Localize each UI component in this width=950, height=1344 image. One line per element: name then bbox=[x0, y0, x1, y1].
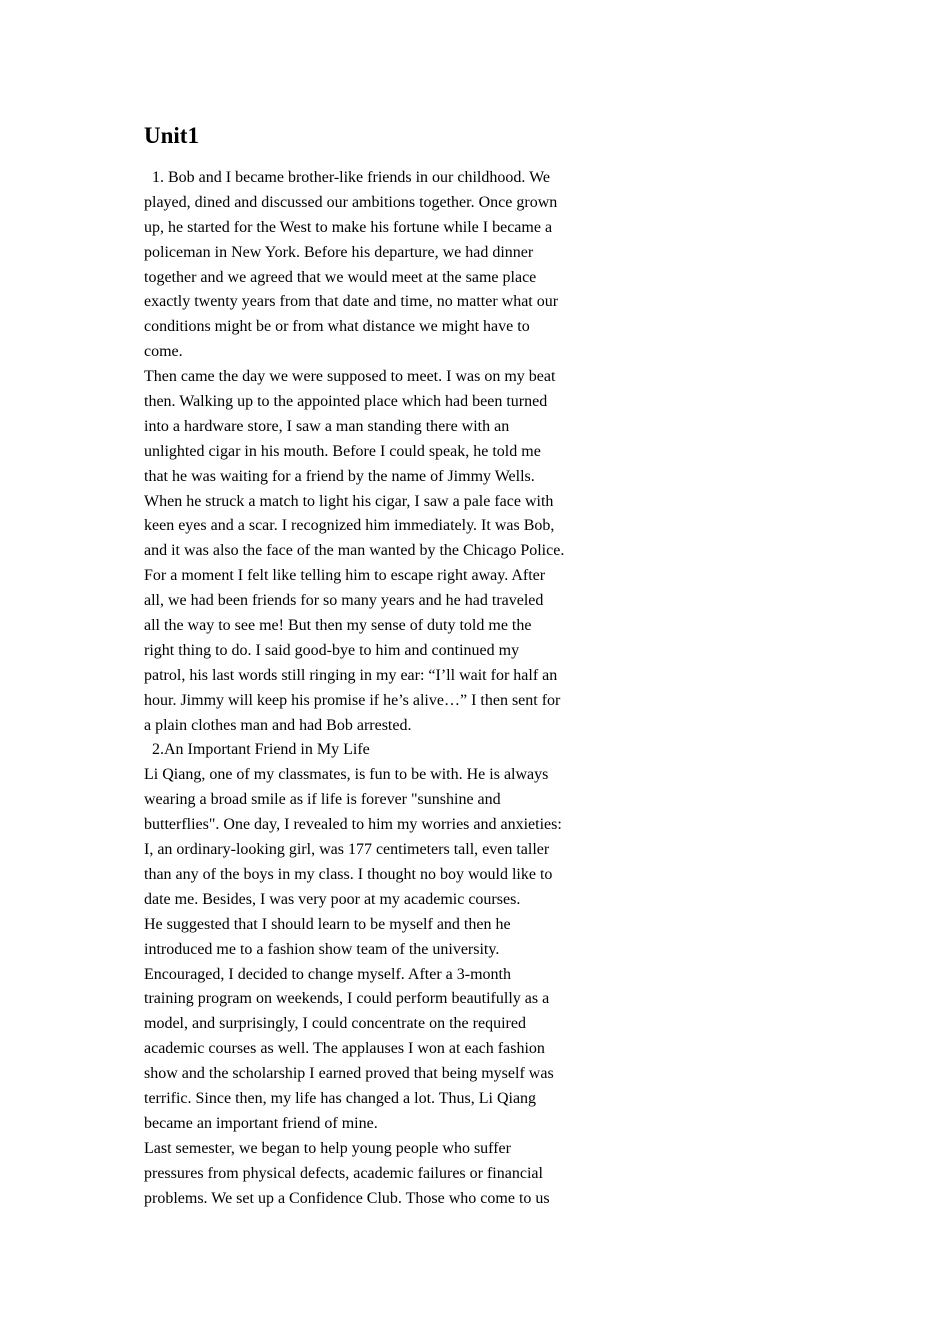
text-line: 2.An Important Friend in My Life bbox=[144, 741, 370, 759]
text-line: wearing a broad smile as if life is forever "sunshine and bbox=[144, 791, 501, 809]
text-line: into a hardware store, I saw a man standing there with an bbox=[144, 417, 510, 435]
text-line: conditions might be or from what distance we might have to bbox=[144, 318, 530, 336]
document-body bbox=[144, 166, 594, 1211]
text-line: then. Walking up to the appointed place which had been turned bbox=[144, 393, 548, 411]
text-line: For a moment I felt like telling him to escape right away. After bbox=[144, 567, 546, 585]
text-line: up, he started for the West to make his fortune while I became a bbox=[144, 218, 553, 236]
unit-heading: Unit1 bbox=[144, 123, 199, 148]
text-line: He suggested that I should learn to be myself and then he bbox=[144, 915, 511, 933]
text-line: show and the scholarship I earned proved that being myself was bbox=[144, 1065, 554, 1083]
text-line: When he struck a match to light his cigar, I saw a pale face with bbox=[144, 492, 554, 510]
text-line: exactly twenty years from that date and time, no matter what our bbox=[144, 293, 559, 311]
text-line: come. bbox=[144, 343, 183, 361]
text-line: problems. We set up a Confidence Club. Those who come to us bbox=[144, 1189, 550, 1207]
text-line: that he was waiting for a friend by the name of Jimmy Wells. bbox=[144, 467, 535, 485]
text-line: and it was also the face of the man wanted by the Chicago Police. bbox=[144, 542, 565, 560]
text-line: Li Qiang, one of my classmates, is fun to be with. He is always bbox=[144, 766, 549, 784]
text-line: became an important friend of mine. bbox=[144, 1114, 378, 1132]
text-line: 1. Bob and I became brother-like friends in our childhood. We bbox=[144, 169, 550, 186]
text-line: Then came the day we were supposed to meet. I was on my beat bbox=[144, 368, 556, 386]
text-line: academic courses as well. The applauses I won at each fashion bbox=[144, 1040, 545, 1058]
text-line: butterflies". One day, I revealed to him my worries and anxieties: bbox=[144, 816, 562, 834]
text-line: model, and surprisingly, I could concentrate on the required bbox=[144, 1015, 526, 1033]
text-line: training program on weekends, I could perform beautifully as a bbox=[144, 990, 550, 1008]
text-line: played, dined and discussed our ambitions together. Once grown bbox=[144, 193, 558, 211]
text-line: introduced me to a fashion show team of the university. bbox=[144, 940, 500, 958]
text-line: all, we had been friends for so many years and he had traveled bbox=[144, 592, 544, 610]
text-line: a plain clothes man and had Bob arrested. bbox=[144, 716, 412, 734]
text-line: right thing to do. I said good-bye to him and continued my bbox=[144, 641, 520, 659]
text-line: terrific. Since then, my life has changed a lot. Thus, Li Qiang bbox=[144, 1089, 537, 1107]
text-line: patrol, his last words still ringing in my ear: “I’ll wait for half an bbox=[144, 666, 558, 684]
text-line: I, an ordinary-looking girl, was 177 centimeters tall, even taller bbox=[144, 841, 550, 859]
text-line: than any of the boys in my class. I thought no boy would like to bbox=[144, 865, 553, 883]
text-line: together and we agreed that we would meet at the same place bbox=[144, 268, 537, 286]
text-line: keen eyes and a scar. I recognized him immediately. It was Bob, bbox=[144, 517, 555, 535]
text-line: pressures from physical defects, academic failures or financial bbox=[144, 1164, 543, 1182]
text-line: Last semester, we began to help young people who suffer bbox=[144, 1139, 511, 1157]
text-line: date me. Besides, I was very poor at my academic courses. bbox=[144, 890, 521, 908]
text-line: Encouraged, I decided to change myself. After a 3-month bbox=[144, 965, 511, 983]
text-line: unlighted cigar in his mouth. Before I could speak, he told me bbox=[144, 442, 541, 460]
text-line: all the way to see me! But then my sense of duty told me the bbox=[144, 617, 532, 635]
text-line: hour. Jimmy will keep his promise if he’s alive…” I then sent for bbox=[144, 691, 561, 709]
text-line: policeman in New York. Before his departure, we had dinner bbox=[144, 243, 534, 261]
